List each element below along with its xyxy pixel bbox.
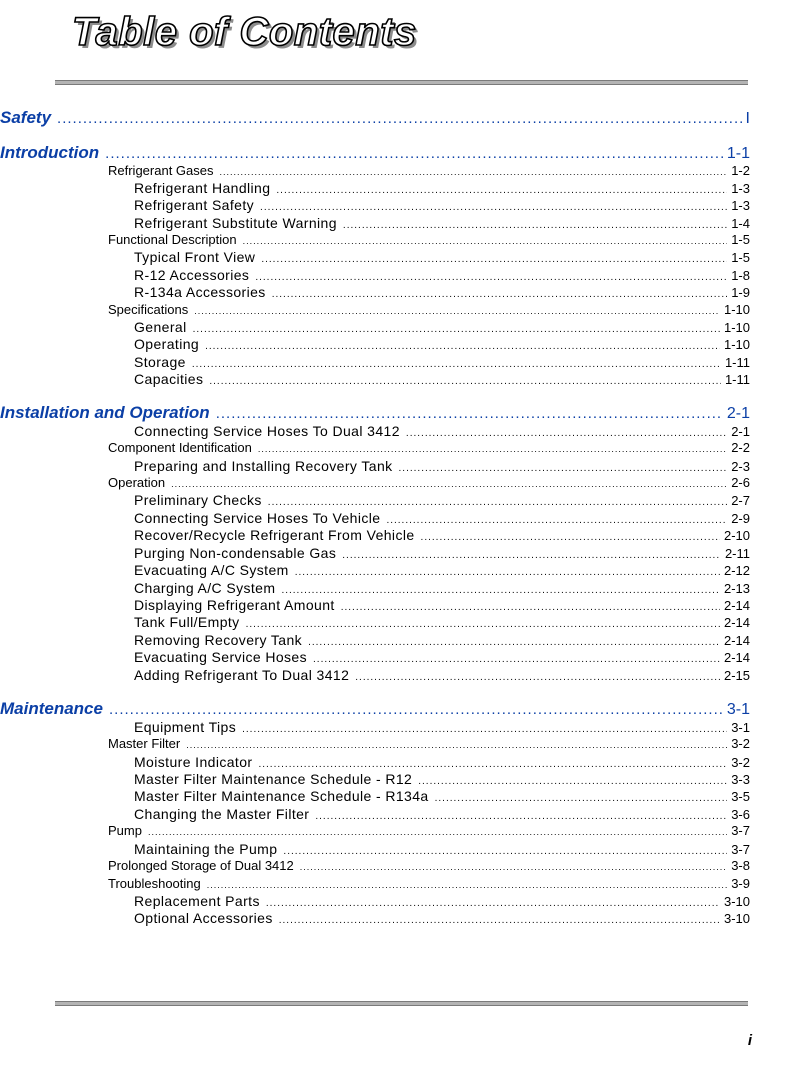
toc-page-number: 2-14 (723, 615, 750, 630)
toc-page-number: 3-2 (731, 736, 750, 751)
toc-entry[interactable] (0, 719, 808, 737)
toc-entry-label: R-12 Accessories (134, 267, 250, 283)
toc-entry[interactable] (0, 180, 808, 198)
toc-entry[interactable] (0, 163, 808, 181)
toc-page-number: 2-2 (731, 440, 750, 455)
dot-leader (418, 776, 727, 787)
toc-entry[interactable] (0, 284, 808, 302)
dot-leader (399, 463, 728, 474)
toc-entry[interactable] (0, 267, 808, 285)
toc-page-number: 3-1 (726, 701, 750, 718)
toc-page-number: 2-12 (723, 563, 750, 578)
toc-entry[interactable] (0, 736, 808, 754)
toc-entry[interactable] (0, 371, 808, 389)
dot-leader (193, 324, 720, 335)
page-title: Table of Contents (72, 10, 417, 54)
toc-page-number: 2-1 (731, 424, 750, 439)
toc-page-number: 3-10 (723, 911, 750, 926)
toc-entry-label: R-134a Accessories (134, 284, 266, 300)
toc-entry[interactable] (0, 614, 808, 632)
toc-entry[interactable] (0, 527, 808, 545)
toc-entry-label: Refrigerant Safety (134, 197, 255, 213)
toc-entry[interactable] (0, 319, 808, 337)
toc-entry[interactable] (0, 440, 808, 458)
toc-entry[interactable] (0, 302, 808, 320)
dot-leader (342, 550, 721, 561)
toc-entry[interactable] (0, 475, 808, 493)
toc-page-number: 2-15 (723, 668, 750, 683)
toc-entry[interactable] (0, 562, 808, 580)
toc-chapter-maintenance[interactable] (0, 699, 808, 721)
dot-leader (268, 497, 727, 508)
dot-leader (406, 428, 727, 439)
dot-leader (295, 567, 720, 578)
dot-leader (272, 289, 728, 300)
toc-entry-label: Preliminary Checks (134, 492, 262, 508)
toc-entry-label: Operating (134, 336, 200, 352)
dot-leader (386, 515, 727, 526)
toc-page-number: 2-14 (723, 633, 750, 648)
toc-entry-label: Master Filter (108, 736, 181, 751)
toc-entry-label: Operation (108, 475, 166, 490)
toc-entry-label: Storage (134, 354, 186, 370)
toc-page-number: 2-14 (723, 598, 750, 613)
toc-entry-label: Maintaining the Pump (134, 841, 278, 857)
dot-leader (171, 479, 727, 489)
toc-page-number: 1-10 (723, 320, 750, 335)
toc-page-number: 2-1 (726, 405, 750, 422)
toc-page-number: 3-6 (731, 807, 750, 822)
dot-leader (209, 376, 721, 387)
dot-leader (435, 793, 728, 804)
toc-chapter-label: Safety (0, 108, 52, 127)
dot-leader (343, 220, 727, 231)
dot-leader (421, 532, 720, 543)
toc-entry[interactable] (0, 580, 808, 598)
toc-page-number: 3-1 (731, 720, 750, 735)
toc-page-number: I (745, 110, 750, 127)
toc-chapter-installation-and-operation[interactable] (0, 403, 808, 425)
toc-chapter-label: Introduction (0, 143, 100, 162)
toc-entry-label: Refrigerant Gases (108, 163, 214, 178)
footer-rule (55, 1001, 748, 1006)
dot-leader (308, 637, 720, 648)
toc-entry-label: Moisture Indicator (134, 754, 253, 770)
dot-leader (300, 862, 727, 872)
toc-entry-label: Troubleshooting (108, 876, 201, 891)
toc-page-number: 3-5 (731, 789, 750, 804)
toc-entry[interactable] (0, 788, 808, 806)
dot-leader (246, 619, 720, 630)
dot-leader (186, 740, 727, 750)
toc-entry-label: Master Filter Maintenance Schedule - R12 (134, 771, 413, 787)
toc-entry[interactable] (0, 545, 808, 563)
toc-chapter-introduction[interactable] (0, 143, 808, 165)
toc-page-number: 2-14 (723, 650, 750, 665)
toc-entry-label: Master Filter Maintenance Schedule - R134a (134, 788, 429, 804)
toc-entry[interactable] (0, 806, 808, 824)
toc-page-number: 3-8 (731, 858, 750, 873)
toc-chapter-label: Maintenance (0, 699, 103, 718)
toc-page-number: 2-13 (723, 581, 750, 596)
toc-page-number: 2-10 (723, 528, 750, 543)
toc-page-number: 3-3 (731, 772, 750, 787)
toc-entry-label: Functional Description (108, 232, 237, 247)
toc-entry[interactable] (0, 597, 808, 615)
toc-page-number: 3-10 (723, 894, 750, 909)
dot-leader (194, 306, 720, 316)
dot-leader (258, 444, 727, 454)
toc-page-number: 2-6 (731, 475, 750, 490)
toc-entry-label: Purging Non-condensable Gas (134, 545, 337, 561)
toc-entry[interactable] (0, 858, 808, 876)
toc-entry[interactable] (0, 823, 808, 841)
toc-entry-label: Replacement Parts (134, 893, 260, 909)
dot-leader (57, 110, 742, 127)
dot-leader (281, 585, 720, 596)
toc-page-number: 1-3 (731, 198, 750, 213)
toc-entry[interactable] (0, 249, 808, 267)
toc-entry-label: Capacities (134, 371, 204, 387)
toc-chapter-label: Installation and Operation (0, 403, 210, 422)
toc-entry-label: Refrigerant Handling (134, 180, 271, 196)
toc-page-number: 1-10 (723, 337, 750, 352)
toc-entry-label: Evacuating A/C System (134, 562, 289, 578)
toc-page-number: 2-7 (731, 493, 750, 508)
page-number: i (747, 1032, 752, 1049)
toc-entry[interactable] (0, 354, 808, 372)
toc-entry-label: Specifications (108, 302, 189, 317)
toc-entry-label: Optional Accessories (134, 910, 273, 926)
toc-entry-label: Tank Full/Empty (134, 614, 240, 630)
toc-entry-label: Recover/Recycle Refrigerant From Vehicle (134, 527, 415, 543)
toc-page-number: 2-9 (731, 511, 750, 526)
toc-entry[interactable] (0, 876, 808, 894)
toc-entry-label: General (134, 319, 187, 335)
dot-leader (105, 145, 723, 162)
toc-page-number: 1-3 (731, 181, 750, 196)
toc-page-number: 1-11 (724, 372, 750, 387)
toc-entry-label: Refrigerant Substitute Warning (134, 215, 337, 231)
dot-leader (243, 236, 728, 246)
toc-entry-label: Connecting Service Hoses To Vehicle (134, 510, 381, 526)
toc-page-number: 1-8 (731, 268, 750, 283)
toc-page-number: 1-10 (723, 302, 750, 317)
toc-entry-label: Connecting Service Hoses To Dual 3412 (134, 423, 400, 439)
dot-leader (216, 405, 723, 422)
toc-entry[interactable] (0, 336, 808, 354)
dot-leader (260, 202, 727, 213)
toc-entry-label: Pump (108, 823, 142, 838)
dot-leader (279, 915, 720, 926)
toc-entry-label: Adding Refrigerant To Dual 3412 (134, 667, 350, 683)
dot-leader (313, 654, 720, 665)
toc-page-number: 1-2 (731, 163, 750, 178)
dot-leader (220, 167, 728, 177)
toc-page-number: 1-9 (731, 285, 750, 300)
toc-entry[interactable] (0, 423, 808, 441)
toc-page-number: 1-1 (726, 145, 750, 162)
toc-entry[interactable] (0, 841, 808, 859)
toc-entry-label: Displaying Refrigerant Amount (134, 597, 335, 613)
toc-entry-label: Equipment Tips (134, 719, 237, 735)
toc-entry-label: Component Identification (108, 440, 252, 455)
dot-leader (192, 359, 721, 370)
toc-entry[interactable] (0, 632, 808, 650)
dot-leader (205, 341, 720, 352)
toc-entry[interactable] (0, 215, 808, 233)
toc-page-number: 3-7 (731, 823, 750, 838)
toc-entry[interactable] (0, 754, 808, 772)
toc-entry-label: Changing the Master Filter (134, 806, 310, 822)
toc-page-number: 1-11 (724, 355, 750, 370)
toc-entry[interactable] (0, 910, 808, 928)
toc-entry[interactable] (0, 197, 808, 215)
toc-entry[interactable] (0, 667, 808, 685)
dot-leader (283, 846, 727, 857)
toc-entry[interactable] (0, 771, 808, 789)
dot-leader (266, 898, 720, 909)
toc-entry[interactable] (0, 458, 808, 476)
toc-entry-label: Prolonged Storage of Dual 3412 (108, 858, 294, 873)
toc-page-number: 1-4 (731, 216, 750, 231)
dot-leader (207, 880, 727, 890)
dot-leader (255, 272, 727, 283)
dot-leader (109, 701, 723, 718)
dot-leader (355, 672, 720, 683)
toc-entry-label: Preparing and Installing Recovery Tank (134, 458, 393, 474)
dot-leader (276, 185, 727, 196)
dot-leader (341, 602, 720, 613)
toc-entry-label: Charging A/C System (134, 580, 276, 596)
toc-entry-label: Typical Front View (134, 249, 256, 265)
dot-leader (261, 254, 727, 265)
toc-page-number: 3-7 (731, 842, 750, 857)
toc-entry[interactable] (0, 893, 808, 911)
toc-entry-label: Removing Recovery Tank (134, 632, 303, 648)
toc-page-number: 1-5 (731, 232, 750, 247)
toc-entry[interactable] (0, 649, 808, 667)
toc-page-number: 2-3 (731, 459, 750, 474)
toc-entry-label: Evacuating Service Hoses (134, 649, 308, 665)
toc-entry[interactable] (0, 510, 808, 528)
toc-chapter-safety[interactable] (0, 108, 808, 130)
toc-page-number: 2-11 (724, 546, 750, 561)
dot-leader (258, 759, 727, 770)
dot-leader (315, 811, 727, 822)
toc-page-number: 3-9 (731, 876, 750, 891)
toc-page-number: 1-5 (731, 250, 750, 265)
dot-leader (148, 827, 727, 837)
toc-entry[interactable] (0, 492, 808, 510)
dot-leader (242, 724, 727, 735)
toc-page-number: 3-2 (731, 755, 750, 770)
toc-entry[interactable] (0, 232, 808, 250)
